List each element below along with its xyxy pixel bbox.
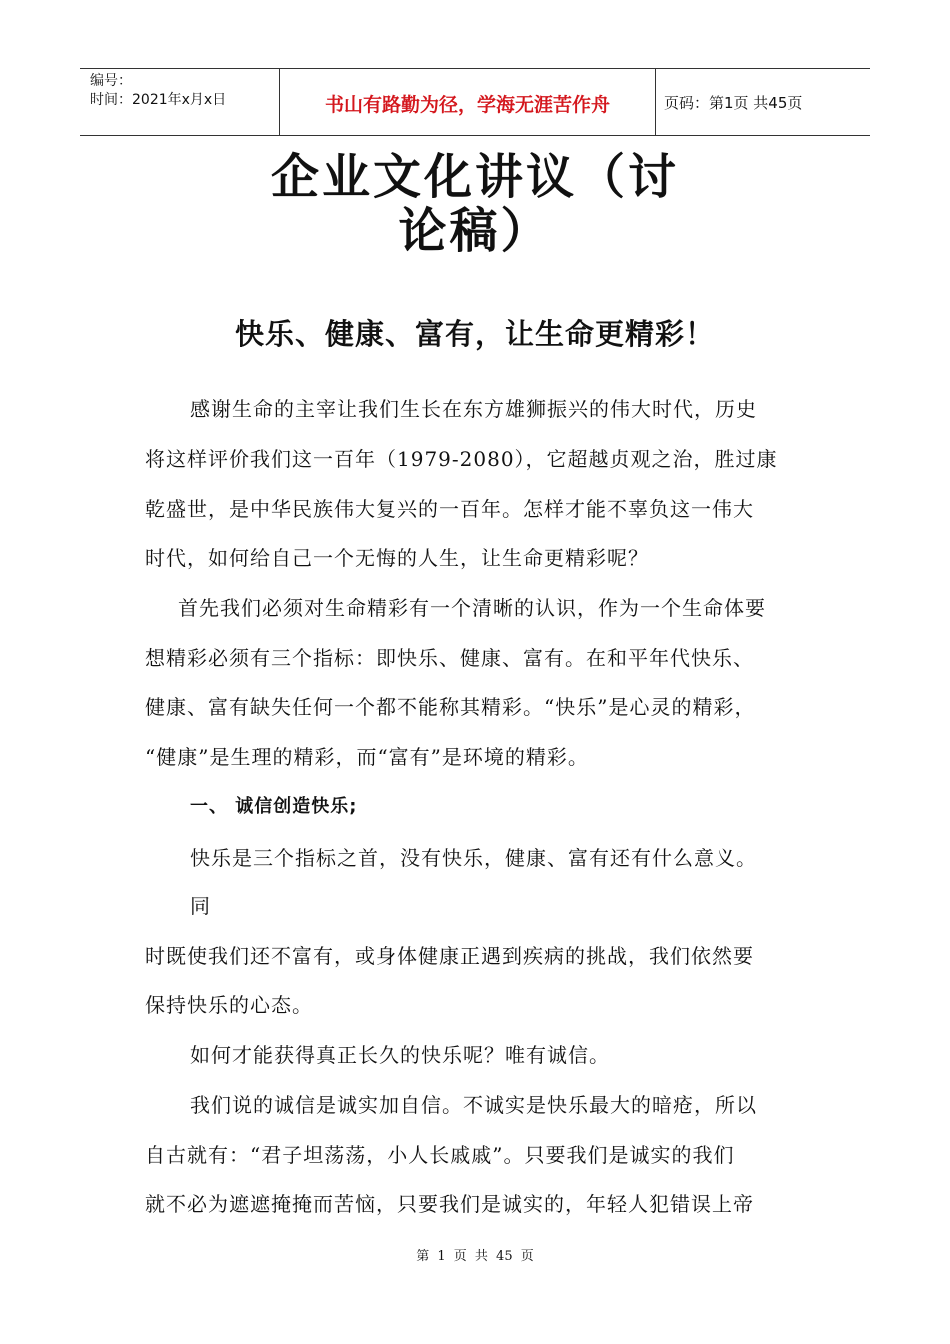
page-footer: 第 1 页 共 45 页 (416, 1249, 534, 1264)
paragraph-line: 想精彩必须有三个指标：即快乐、健康、富有。在和平年代快乐、 (145, 646, 754, 670)
title-line-2: 论稿） (398, 203, 552, 259)
paragraph-line: 快乐是三个指标之首，没有快乐，健康、富有还有什么意义。 (190, 846, 757, 870)
section-heading: 一、 诚信创造快乐; (190, 796, 358, 817)
paragraph-line: 乾盛世，是中华民族伟大复兴的一百年。怎样才能不辜负这一伟大 (145, 497, 754, 521)
header-meta-cell (80, 69, 280, 135)
paragraph-line: 感谢生命的主宰让我们生长在东方雄狮振兴的伟大时代，历史 (190, 397, 757, 421)
document-title (150, 150, 800, 258)
title-line-1: 企业文化讲议（讨 (270, 149, 679, 205)
paragraph-line: 首先我们必须对生命精彩有一个清晰的认识，作为一个生命体要 (178, 596, 766, 620)
paragraph-line: 健康、富有缺失任何一个都不能称其精彩。“快乐”是心灵的精彩， (145, 695, 756, 719)
paragraph-line: 我们说的诚信是诚实加自信。不诚实是快乐最大的暗疮，所以 (190, 1093, 757, 1117)
header-page-info: 页码：第1页 共45页 (664, 93, 803, 112)
paragraph-line: 自古就有：“君子坦荡荡，小人长戚戚”。只要我们是诚实的我们 (145, 1143, 735, 1167)
document-time-label: 时间：2021年x月x日 (90, 92, 227, 108)
document-number-label: 编号： (90, 73, 132, 89)
paragraph-line: 就不必为遮遮掩掩而苦恼，只要我们是诚实的，年轻人犯错误上帝 (145, 1192, 754, 1216)
header-table (80, 68, 870, 136)
paragraph-line: 保持快乐的心态。 (145, 993, 313, 1017)
header-motto: 书山有路勤为径，学海无涯苦作舟 (280, 69, 656, 135)
paragraph-line: 时代，如何给自己一个无悔的人生，让生命更精彩呢？ (145, 546, 649, 570)
paragraph-line: 如何才能获得真正长久的快乐呢？唯有诚信。 (190, 1043, 610, 1067)
document-subtitle: 快乐、健康、富有，让生命更精彩！ (234, 317, 715, 351)
paragraph-line: 同 (190, 894, 211, 918)
paragraph-line: 时既使我们还不富有，或身体健康正遇到疾病的挑战，我们依然要 (145, 944, 754, 968)
paragraph-line: “健康”是生理的精彩，而“富有”是环境的精彩。 (145, 745, 589, 769)
paragraph-line: 将这样评价我们这一百年（1979-2080），它超越贞观之治，胜过康 (145, 447, 778, 471)
